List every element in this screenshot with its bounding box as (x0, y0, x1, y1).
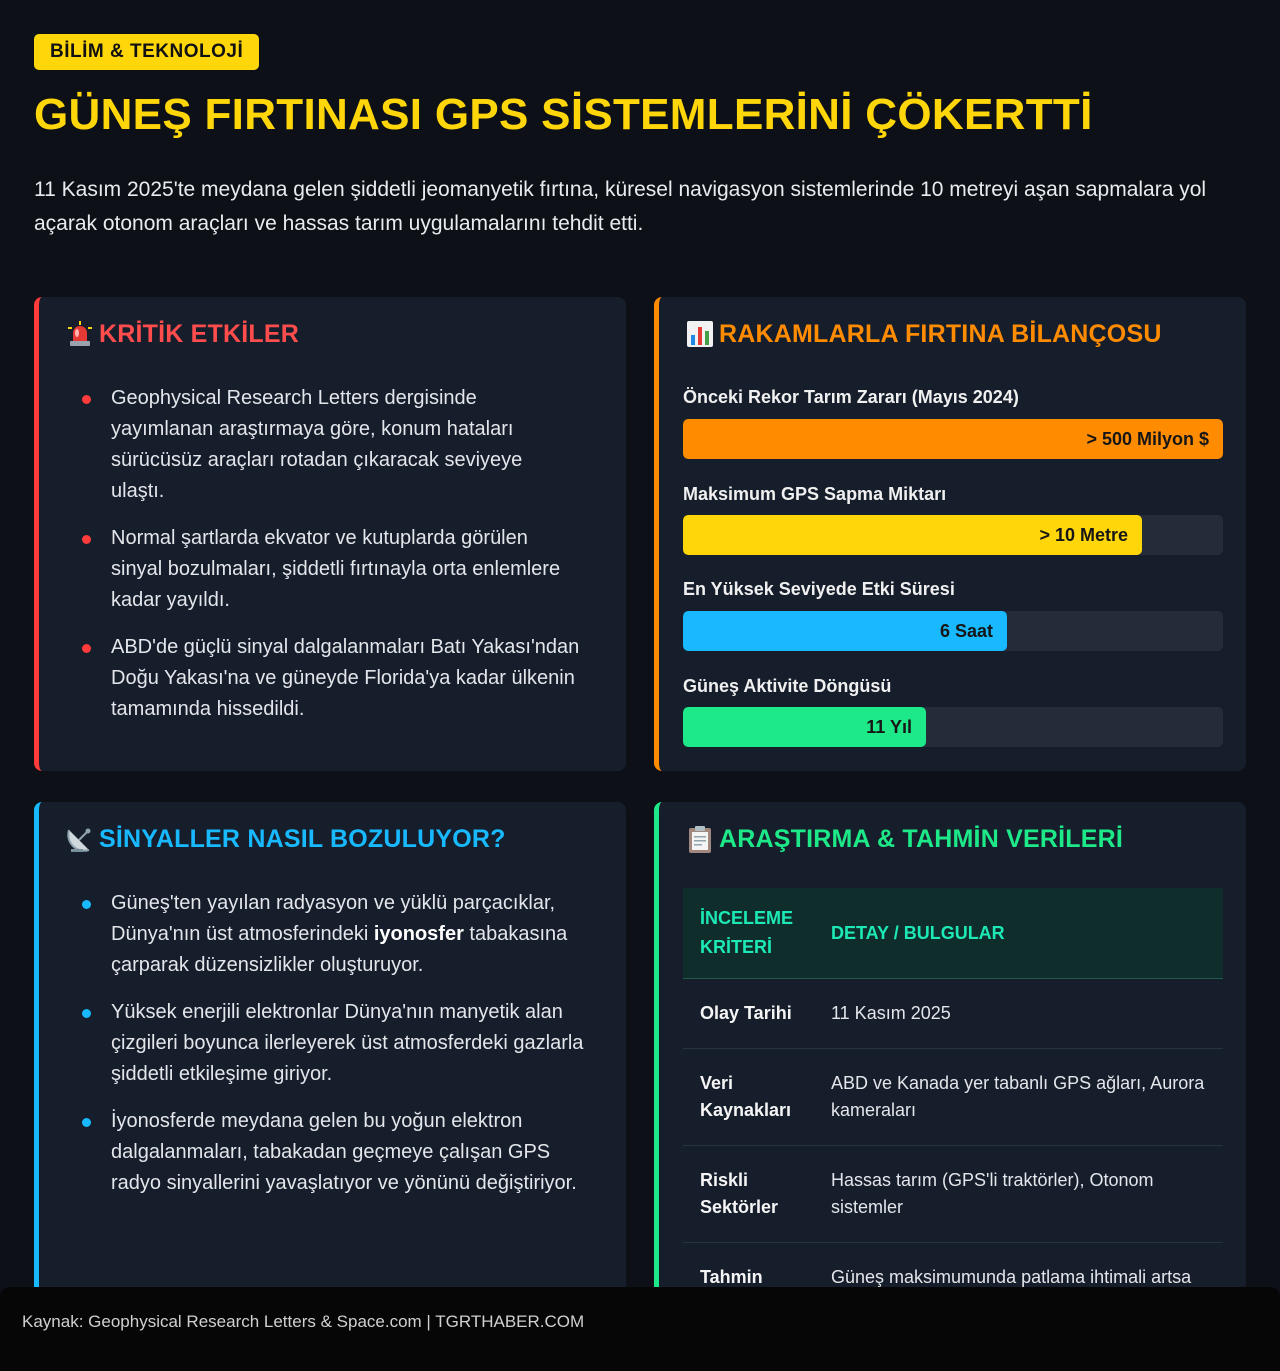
metric-label: Güneş Aktivite Döngüsü (683, 676, 892, 696)
highlight-term: iyonosfer (373, 923, 464, 945)
metric-bar-fill: > 500 Milyon $ (683, 419, 1223, 459)
metric-bar-track (683, 707, 1223, 747)
signals-title-text: SİNYALLER NASIL BOZULUYOR? (99, 824, 506, 853)
metric-bar-fill: > 10 Metre (683, 515, 1142, 555)
list-item (111, 383, 581, 507)
metric-bar-track (683, 419, 1223, 459)
metric-bar-track (683, 611, 1223, 651)
page-title: GÜNEŞ FIRTINASI GPS SİSTEMLERİNİ ÇÖKERTTİ (34, 90, 1093, 139)
metric-label: En Yüksek Seviyede Etki Süresi (683, 579, 955, 599)
signals-title (65, 824, 506, 854)
list-item-text: Güneş'ten yayılan radyasyon ve yüklü parçacıklar, Dünya'nın üst atmosferindeki iyonosfer tabakasına çarparak düzensizlikler oluşturuyor. (111, 892, 568, 976)
list-item (111, 997, 591, 1090)
research-title (685, 824, 1123, 854)
bullet-dot (82, 900, 91, 909)
signals-card (34, 802, 626, 1322)
research-card (654, 802, 1246, 1322)
list-item (111, 523, 581, 616)
bullet-dot (82, 1118, 91, 1127)
bullet-dot (82, 535, 91, 544)
list-item (111, 632, 581, 725)
critical-effects-title-text: KRİTİK ETKİLER (99, 319, 300, 348)
signals-list (111, 888, 591, 1215)
bullet-dot (82, 644, 91, 653)
stats-title-text: RAKAMLARLA FIRTINA BİLANÇOSU (719, 319, 1162, 348)
siren-icon (65, 319, 95, 349)
satellite-dish-icon (65, 824, 95, 854)
metric-bar-fill: 11 Yıl (683, 707, 926, 747)
criterion-cell: Riskli Sektörler (683, 1146, 814, 1243)
column-header: İNCELEME KRİTERİ (683, 888, 814, 979)
critical-effects-list (111, 383, 581, 741)
detail-cell: Hassas tarım (GPS'li traktörler), Otonom sistemler (814, 1146, 1223, 1243)
clipboard-icon (685, 824, 715, 854)
table-row (683, 1049, 1223, 1146)
research-table (683, 888, 1223, 1322)
category-badge: BİLİM & TEKNOLOJİ (34, 34, 259, 70)
metric-label: Önceki Rekor Tarım Zararı (Mayıs 2024) (683, 387, 1019, 407)
critical-effects-title (65, 319, 299, 349)
metric-bar-fill: 6 Saat (683, 611, 1007, 651)
bullet-dot (82, 1009, 91, 1018)
list-item (111, 888, 591, 981)
metric-bar-track (683, 515, 1223, 555)
stats-card (654, 297, 1246, 771)
metric-label: Maksimum GPS Sapma Miktarı (683, 484, 947, 504)
footer (0, 1287, 1280, 1371)
source-credit: Kaynak: Geophysical Research Letters & Space.com | TGRTHABER.COM (22, 1312, 585, 1331)
criterion-cell: Tahmin (683, 1243, 814, 1323)
list-item (111, 1106, 591, 1199)
research-title-text: ARAŞTIRMA & TAHMİN VERİLERİ (719, 824, 1123, 853)
list-item-text: ABD'de güçlü sinyal dalgalanmaları Batı Yakası'ndan Doğu Yakası'na ve güneyde Florida'ya kadar ülkenin tamamında hissedildi. (111, 636, 580, 720)
table-header-row (683, 888, 1223, 979)
table-row (683, 1146, 1223, 1243)
detail-cell: 11 Kasım 2025 (814, 979, 1223, 1049)
table-row (683, 979, 1223, 1049)
list-item-text: İyonosferde meydana gelen bu yoğun elektron dalgalanmaları, tabakadan geçmeye çalışan GPS radyo sinyallerini yavaşlatıyor ve yönünü değiştiriyor. (111, 1110, 577, 1194)
detail-cell: ABD ve Kanada yer tabanlı GPS ağları, Aurora kameraları (814, 1049, 1223, 1146)
column-header: DETAY / BULGULAR (814, 888, 1223, 979)
list-item-text: Yüksek enerjili elektronlar Dünya'nın manyetik alan çizgileri boyunca ilerleyerek üst atmosferdeki gazlarla şiddetli etkileşime giriyor. (111, 1001, 584, 1085)
stats-title (685, 319, 1162, 349)
critical-effects-card (34, 297, 626, 771)
bullet-dot (82, 395, 91, 404)
list-item-text: Normal şartlarda ekvator ve kutuplarda görülen sinyal bozulmaları, şiddetli fırtınayla orta enlemlere kadar yayıldı. (111, 527, 561, 611)
list-item-text: Geophysical Research Letters dergisinde yayımlanan araştırmaya göre, konum hataları sürücüsüz araçları rotadan çıkaracak seviyeye ulaştı. (111, 387, 523, 502)
lead-paragraph: 11 Kasım 2025'te meydana gelen şiddetli jeomanyetik fırtına, küresel navigasyon sistemlerinde 10 metreyi aşan sapmalara yol açarak otonom araçları ve hassas tarım uygulamalarını tehdit etti. (34, 178, 1207, 235)
criterion-cell: Veri Kaynakları (683, 1049, 814, 1146)
criterion-cell: Olay Tarihi (683, 979, 814, 1049)
detail-cell: Güneş maksimumunda patlama ihtimali artsa (814, 1243, 1223, 1323)
bar-chart-icon (685, 319, 715, 349)
